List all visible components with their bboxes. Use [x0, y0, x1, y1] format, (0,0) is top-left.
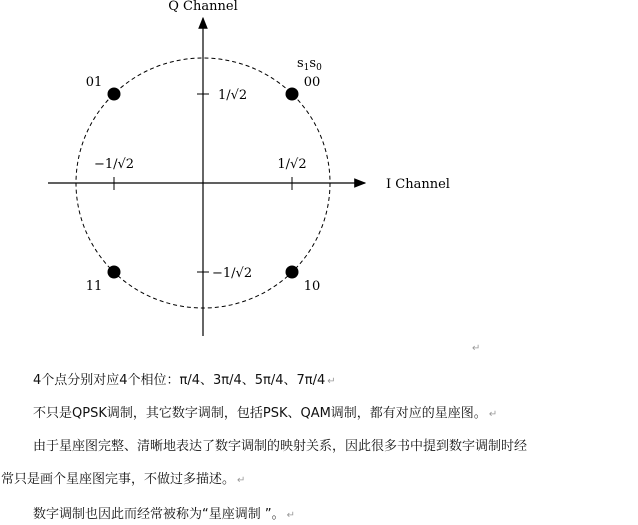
q-tick-neg-label: −1/√2 [212, 266, 253, 281]
explanation-text [0, 355, 638, 525]
return-mark: ↵ [286, 510, 295, 521]
i-axis-label: I Channel [386, 177, 450, 192]
paragraph-phases [33, 369, 336, 388]
q-axis-label: Q Channel [168, 0, 238, 14]
paragraph-mapping-line1 [33, 435, 527, 454]
paragraph-mapping-line2-text: 常只是画个星座图完事，不做过多描述。 [1, 472, 236, 487]
return-mark: ↵ [472, 343, 481, 354]
paragraph-other-modulations-text: 不只是QPSK调制，其它数字调制，包括PSK、QAM调制，都有对应的星座图。 [33, 406, 487, 421]
return-mark: ↵ [488, 409, 498, 420]
bit-order-label: $s_1s_0$ [297, 56, 322, 73]
q-tick-pos-label: 1/√2 [218, 88, 248, 103]
symbol-label-11: 11 [85, 279, 103, 294]
return-mark: ↵ [237, 475, 246, 486]
symbol-label-01: 01 [85, 75, 103, 90]
symbol-point-10 [286, 266, 299, 279]
i-tick-pos-label: 1/√2 [277, 157, 307, 172]
symbol-point-00 [286, 88, 299, 101]
paragraph-other-modulations [33, 402, 497, 421]
symbol-point-01 [108, 88, 121, 101]
i-tick-neg-label: −1/√2 [93, 157, 135, 172]
paragraph-phases-text: 4个点分别对应4个相位：π/4、3π/4、5π/4、7π/4 [33, 373, 326, 388]
paragraph-constellation-modulation [33, 503, 295, 522]
symbol-label-10: 10 [303, 279, 321, 294]
paragraph-mapping-line1-text: 由于星座图完整、清晰地表达了数字调制的映射关系，因此很多书中提到数字调制时经 [33, 439, 528, 454]
symbol-label-00: 00 [303, 75, 321, 90]
return-mark: ↵ [327, 376, 336, 387]
paragraph-constellation-modulation-text: 数字调制也因此而经常被称为“星座调制 ”。 [33, 507, 285, 522]
symbol-point-11 [108, 266, 121, 279]
paragraph-mapping-line2 [1, 468, 245, 487]
